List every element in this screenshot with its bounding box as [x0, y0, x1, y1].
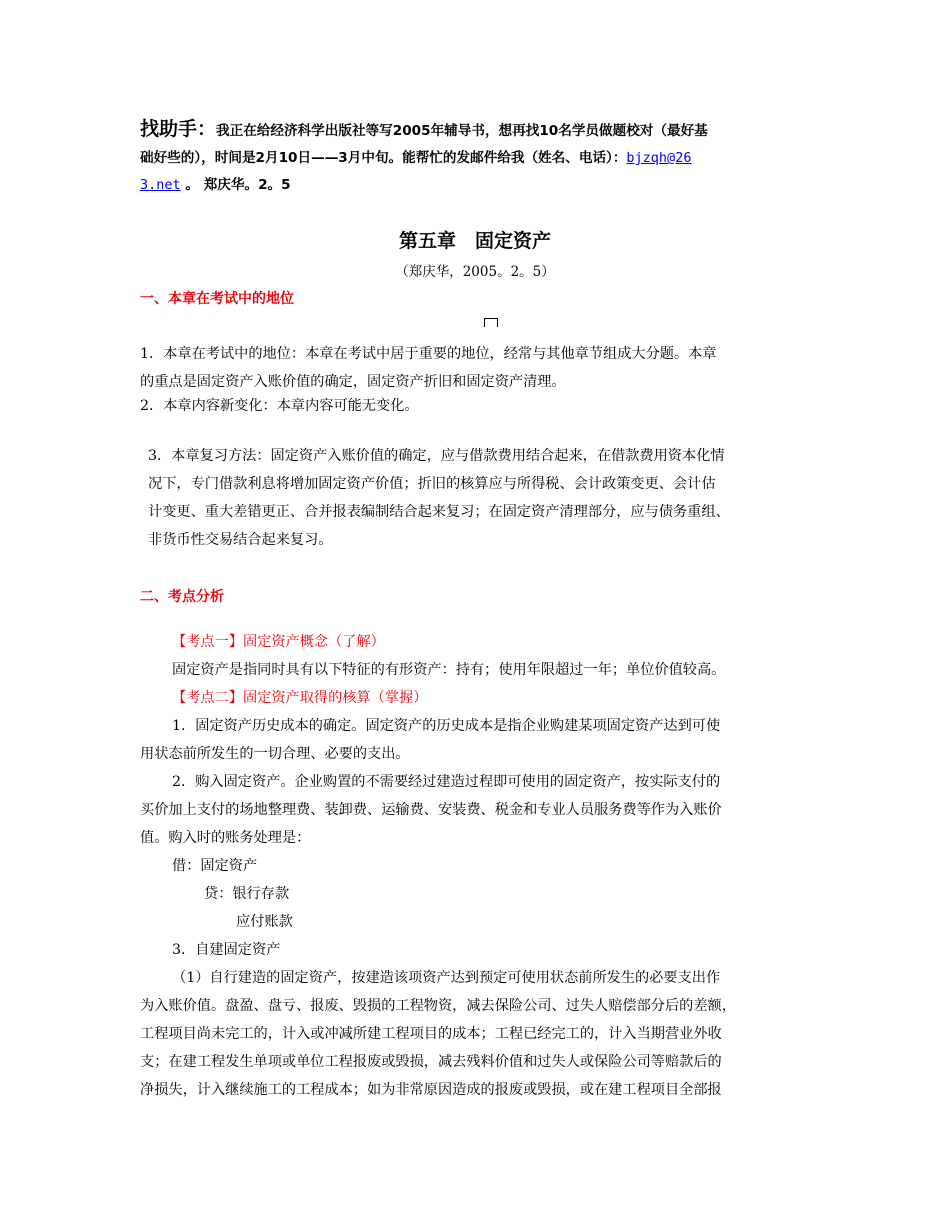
item1-line2: 用状态前所发生的一切合理、必要的支出。 [140, 746, 410, 762]
item2-line: 2．购入固定资产。企业购置的不需要经过建造过程即可使用的固定资产，按实际支付的 [172, 774, 721, 790]
item1-line1: 1．固定资产历史成本的确定。固定资产的历史成本是指企业购建某项固定资产达到可使 [172, 718, 721, 734]
keypoint2-title: 固定资产取得的核算（掌握） [242, 690, 428, 706]
notice-tail: 。 郑庆华。2。5 [185, 177, 291, 193]
item3-1-line: 为入账价值。盘盈、盘亏、报废、毁损的工程物资，减去保险公司、过失人赔偿部分后的差额， [140, 998, 736, 1014]
notice-lead: 找助手： [140, 118, 217, 140]
item2-line: 值。购入时的账务处理是： [140, 830, 311, 846]
notice-line1: 我正在给经济科学出版社等写2005年辅导书，想再找10名学员做题校对（最好基 [216, 123, 708, 139]
item3-1-line: 工程项目尚未完工的，计入或冲减所建工程项目的成本；工程已经完工的，计入当期营业外收 [140, 1026, 722, 1042]
item3-1-line: 支；在建工程发生单项或单位工程报废或毁损，减去残料价值和过失人或保险公司等赔款后的 [140, 1054, 722, 1070]
item2-line: 买价加上支付的场地整理费、装卸费、运输费、安装费、税金和专业人员服务费等作为入账价 [140, 802, 722, 818]
email-link-cont[interactable]: 3.net [140, 177, 181, 193]
section2-heading: 二、考点分析 [140, 589, 224, 605]
chapter-title: 第五章 固定资产 [398, 230, 551, 252]
journal-debit: 借：固定资产 [172, 858, 258, 874]
email-link[interactable]: bjzqh@26 [626, 150, 692, 166]
item3-1-line: （1）自行建造的固定资产，按建造该项资产达到预定可使用状态前所发生的必要支出作 [172, 970, 721, 986]
journal-credit1: 贷：银行存款 [204, 886, 290, 902]
keypoint1-title: 固定资产概念（了解） [242, 634, 385, 650]
section1-p1-line1: 1．本章在考试中的地位：本章在考试中居于重要的地位，经常与其他章节组成大分题。本章 [140, 346, 717, 362]
item3-heading: 3．自建固定资产 [172, 942, 281, 958]
keypoint1-text: 固定资产是指同时具有以下特征的有形资产：持有；使用年限超过一年；单位价值较高。 [172, 662, 726, 678]
section1-p3-line: 况下，专门借款利息将增加固定资产价值；折旧的核算应与所得税、会计政策变更、会计估 [148, 476, 716, 492]
item3-1-line: 净损失，计入继续施工的工程成本；如为非常原因造成的报废或毁损，或在建工程项目全部报 [140, 1082, 722, 1098]
section1-p3-line: 计变更、重大差错更正、合并报表编制结合起来复习；在固定资产清理部分，应与债务重组、 [148, 504, 730, 520]
section1-p3-line: 非货币性交易结合起来复习。 [148, 532, 333, 548]
keypoint1-heading [172, 628, 385, 656]
keypoint1-tag: 【考点一】 [172, 634, 243, 650]
journal-credit2: 应付账款 [236, 914, 293, 930]
keypoint2-tag: 【考点二】 [172, 690, 243, 706]
chapter-subtitle: （郑庆华，2005。2。5） [395, 264, 555, 280]
section1-p2: 2．本章内容新变化：本章内容可能无变化。 [140, 398, 419, 414]
section1-p1-line2: 的重点是固定资产入账价值的确定，固定资产折旧和固定资产清理。 [140, 374, 566, 390]
keypoint2-heading [172, 684, 427, 712]
section1-heading: 一、本章在考试中的地位 [140, 291, 294, 307]
anchor-mark [484, 318, 498, 327]
notice-paragraph [140, 116, 812, 199]
notice-line2: 础好些的），时间是2月10日——3月中旬。能帮忙的发邮件给我（姓名、电话）： [140, 150, 627, 166]
section1-p3-line: 3．本章复习方法：固定资产入账价值的确定，应与借款费用结合起来，在借款费用资本化情 [148, 448, 725, 464]
